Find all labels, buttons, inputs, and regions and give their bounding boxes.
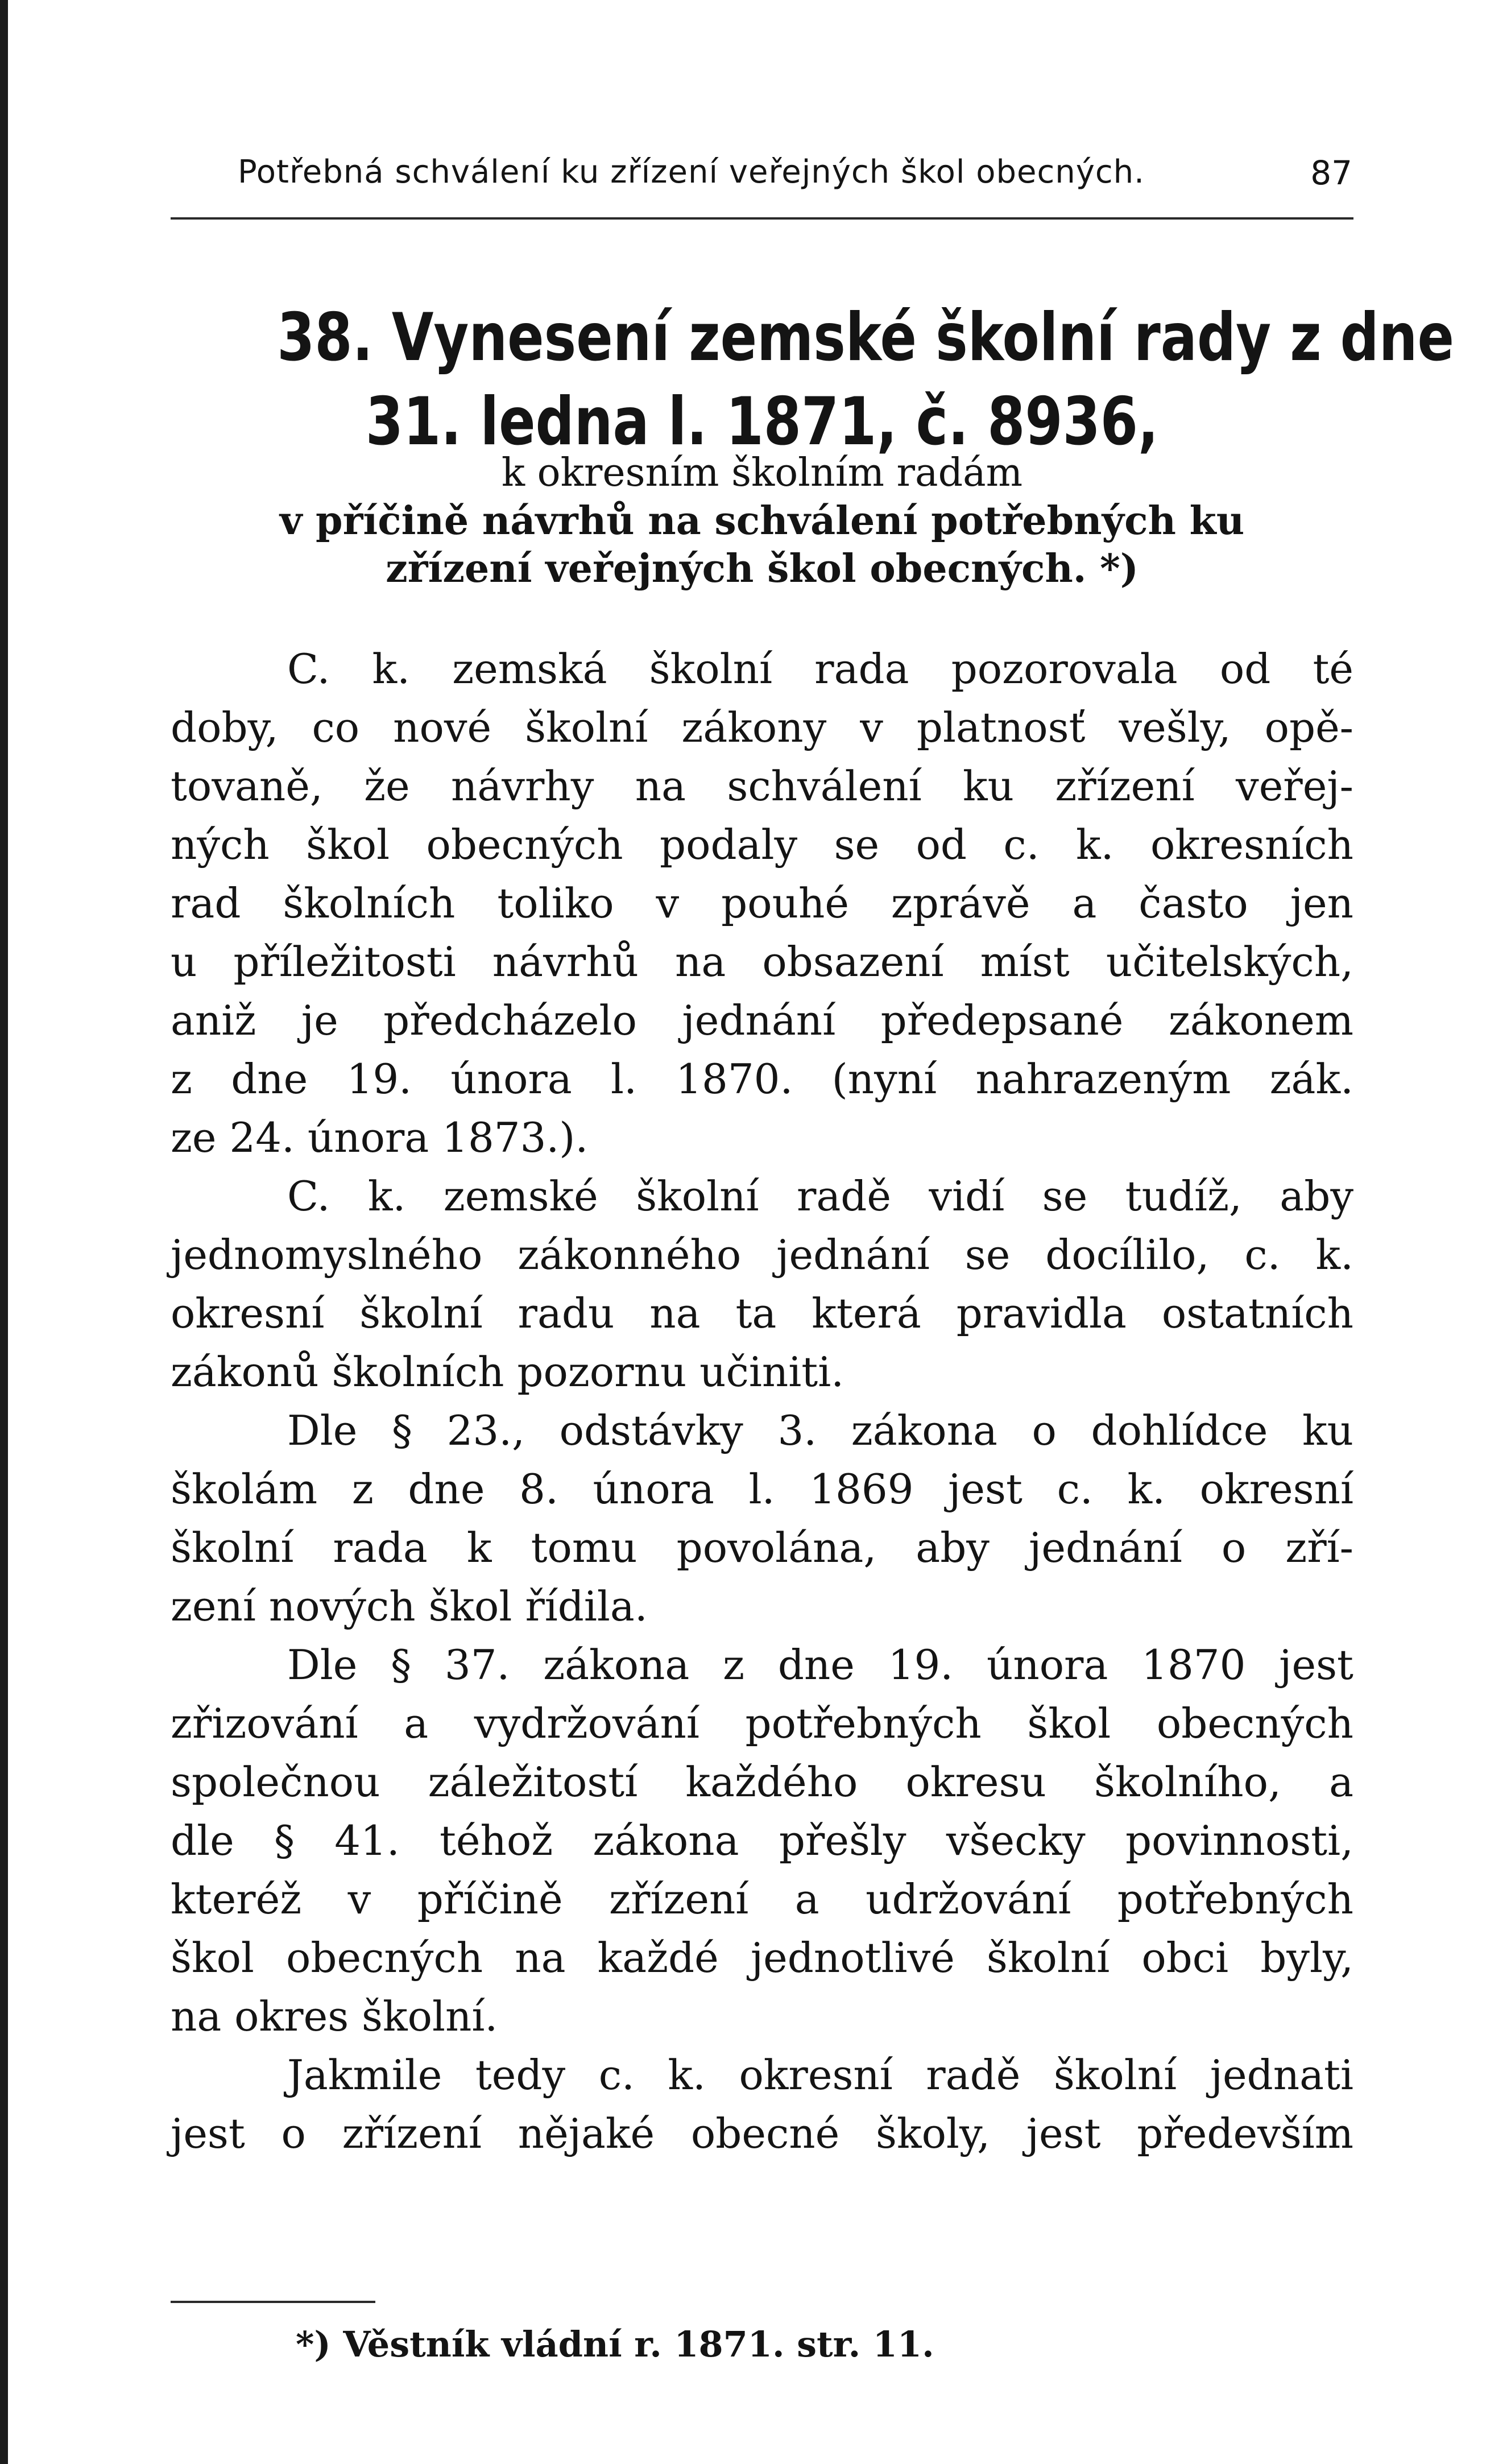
text-line: C. k. zemské školní radě vidí se tudíž, aby [287, 1172, 1353, 1220]
footnote: *) Věstník vládní r. 1871. str. 11. [296, 2324, 934, 2365]
text-line: kteréž v příčině zřízení a udržování potřebných [171, 1875, 1353, 1923]
running-header [238, 154, 1352, 205]
text-line: zení nových škol řídila. [171, 1582, 648, 1630]
text-line: tovaně, že návrhy na schválení ku zřízení veřej- [171, 762, 1353, 810]
page-edge [0, 0, 8, 2464]
text-line: Dle § 37. zákona z dne 19. února 1870 jest [287, 1641, 1353, 1689]
section-heading [277, 296, 1454, 464]
subheading-line-2: v příčině návrhů na schválení potřebných ku [279, 498, 1245, 544]
text-line: C. k. zemská školní rada pozorovala od té [287, 645, 1353, 693]
text-line: školám z dne 8. února l. 1869 jest c. k. okresní [171, 1465, 1353, 1513]
text-line: Dle § 23., odstávky 3. zákona o dohlídce ku [287, 1407, 1353, 1454]
subheading-line-1: k okresním školním radám [501, 450, 1023, 495]
text-line: Jakmile tedy c. k. okresní radě školní jednati [287, 2051, 1353, 2099]
text-line: škol obecných na každé jednotlivé školní obci byly, [171, 1934, 1353, 1982]
text-line: dle § 41. téhož zákona přešly všecky povinnosti, [171, 1817, 1353, 1864]
text-line: aniž je předcházelo jednání předepsané zákonem [171, 997, 1353, 1044]
text-line: z dne 19. února l. 1870. (nyní nahrazeným zák. [171, 1055, 1353, 1103]
text-line: doby, co nové školní zákony v platnosť vešly, opě- [171, 704, 1353, 751]
heading-line-1: 38. Vynesení zemské školní rady z dne [277, 299, 1454, 376]
text-line: zřizování a vydržování potřebných škol obecných [171, 1700, 1353, 1747]
page-number: 87 [1310, 154, 1352, 192]
heading-line-2: 31. ledna l. 1871, č. 8936, [365, 383, 1159, 460]
text-line: zákonů školních pozornu učiniti. [171, 1348, 844, 1396]
footnote-rule [171, 2301, 375, 2303]
header-rule [171, 217, 1353, 220]
text-line: jednomyslného zákonného jednání se docílilo, c. k. [171, 1231, 1353, 1279]
section-subheading [171, 449, 1353, 593]
text-line: okresní školní radu na ta která pravidla ostatních [171, 1289, 1353, 1337]
subheading-line-3: zřízení veřejných škol obecných. *) [386, 546, 1139, 592]
text-line: ných škol obecných podaly se od c. k. okresních [171, 821, 1353, 869]
body-text [171, 640, 1353, 2163]
text-line: na okres školní. [171, 1992, 498, 2040]
text-line: ze 24. února 1873.). [171, 1114, 589, 1161]
text-line: školní rada k tomu povolána, aby jednání o zří- [171, 1524, 1353, 1572]
text-line: jest o zřízení nějaké obecné školy, jest především [171, 2110, 1353, 2157]
running-title: Potřebná schválení ku zřízení veřejných škol obecných. [238, 154, 1145, 191]
text-line: rad školních toliko v pouhé zprávě a často jen [171, 879, 1353, 927]
text-line: u příležitosti návrhů na obsazení míst učitelských, [171, 938, 1353, 986]
text-line: společnou záležitostí každého okresu školního, a [171, 1758, 1353, 1806]
